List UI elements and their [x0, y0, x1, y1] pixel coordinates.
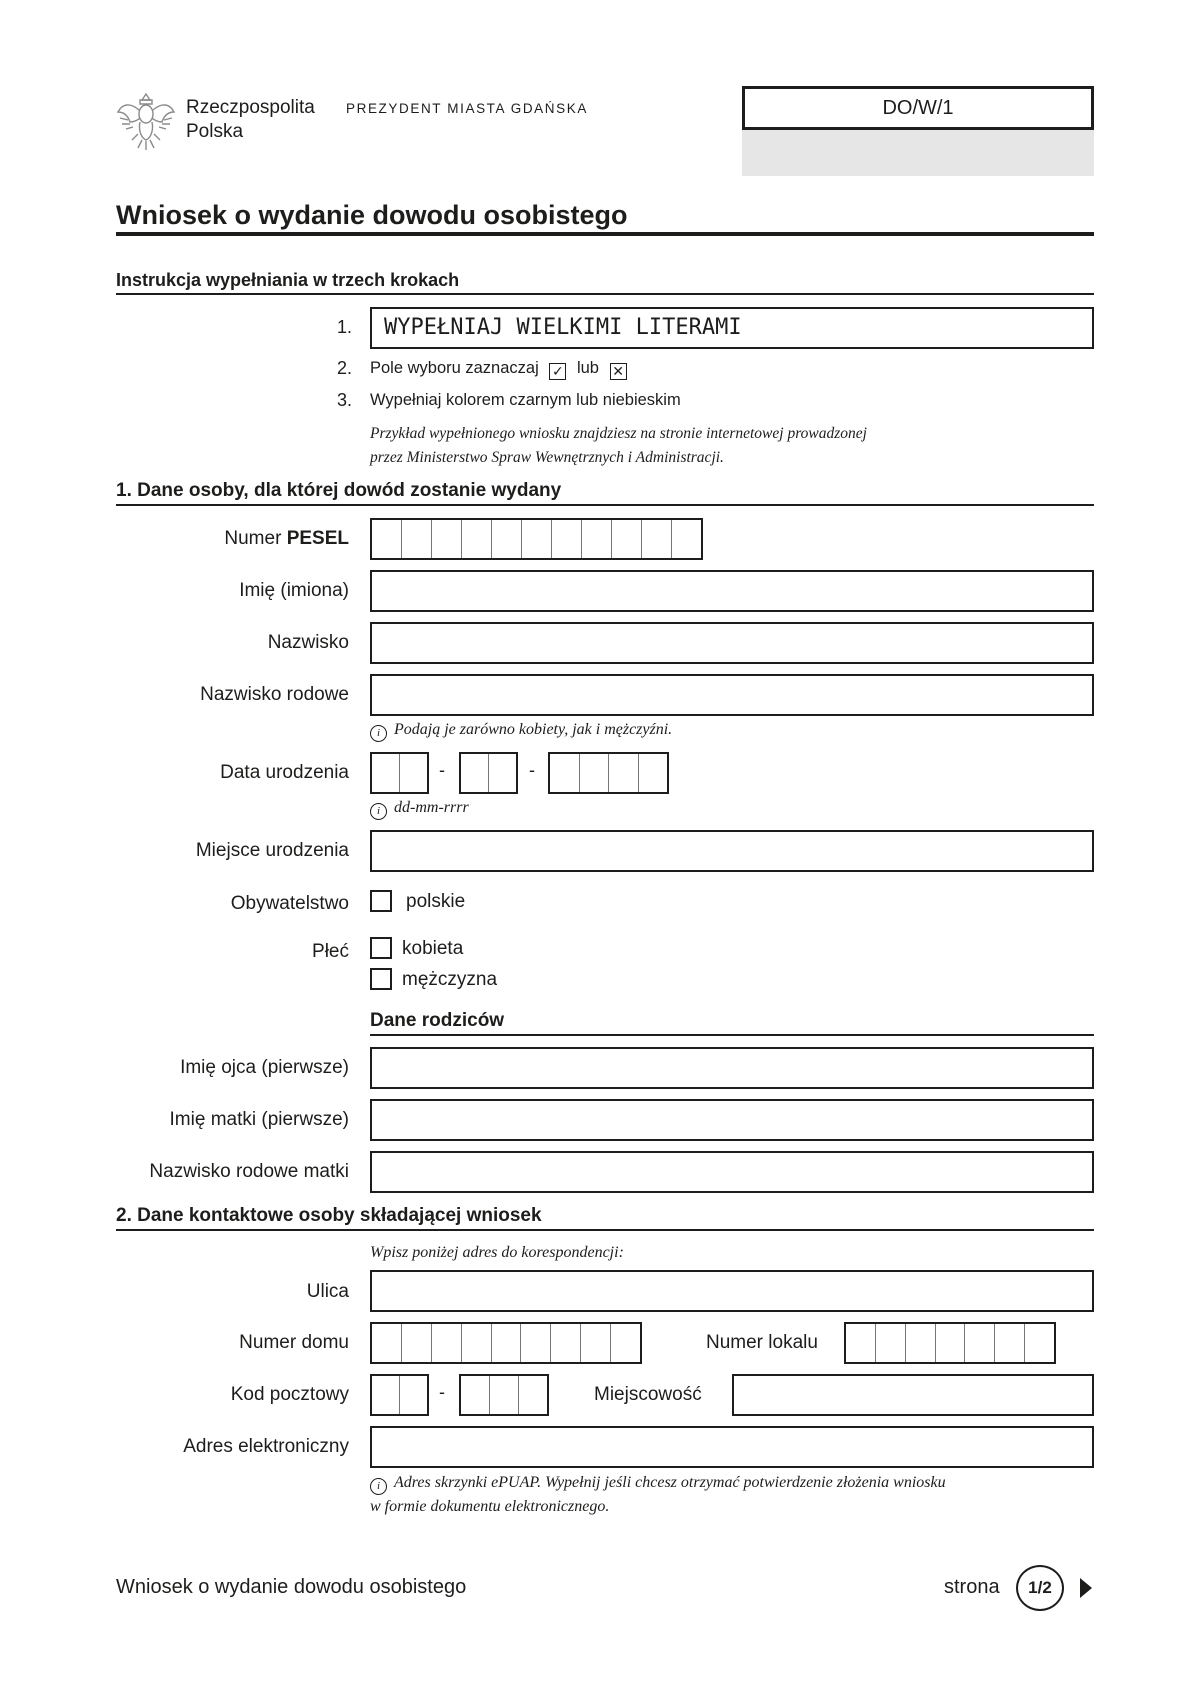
step2-label: Pole wyboru zaznaczaj — [370, 359, 539, 377]
parents-heading: Dane rodziców — [370, 1010, 505, 1031]
pesel-input[interactable] — [370, 518, 703, 560]
address-hint: Wpisz poniżej adres do korespondencji: — [370, 1244, 624, 1261]
city-field[interactable] — [732, 1374, 1094, 1416]
citizenship-polish-checkbox[interactable] — [370, 890, 392, 912]
emblem-caption — [186, 96, 315, 144]
birth-month-input[interactable] — [459, 752, 518, 794]
flat-number-input[interactable] — [844, 1322, 1056, 1364]
citizenship-option-label: polskie — [406, 891, 466, 912]
example-note-line2: przez Ministerstwo Spraw Wewnętrznych i Administracji. — [370, 449, 724, 466]
surname-label: Nazwisko — [267, 632, 349, 653]
first-name-field[interactable] — [370, 570, 1094, 612]
emblem-line1: Rzeczpospolita — [186, 97, 315, 118]
birth-date-label: Data urodzenia — [220, 762, 349, 783]
footer-title: Wniosek o wydanie dowodu osobistego — [116, 1576, 467, 1598]
birth-year-input[interactable] — [548, 752, 669, 794]
house-number-label: Numer domu — [239, 1332, 349, 1353]
date-separator-1: - — [439, 760, 445, 780]
next-page-arrow-icon[interactable] — [1080, 1578, 1092, 1598]
emblem-line2: Polska — [186, 121, 244, 142]
postcode-separator: - — [439, 1382, 445, 1402]
checkmark-example-icon: ✓ — [549, 363, 566, 380]
section2-rule — [116, 1229, 1094, 1231]
citizenship-label: Obywatelstwo — [230, 893, 349, 914]
step1-number: 1. — [336, 317, 352, 337]
sex-label: Płeć — [312, 941, 349, 962]
page-number-badge: 1/2 — [1016, 1565, 1064, 1611]
birth-place-field[interactable] — [370, 830, 1094, 872]
mother-family-name-label: Nazwisko rodowe matki — [149, 1161, 349, 1182]
footer-page-word: strona — [944, 1576, 1000, 1598]
flat-number-label: Numer lokalu — [706, 1332, 818, 1353]
title-rule — [116, 232, 1094, 236]
parents-rule — [370, 1034, 1094, 1036]
pesel-label — [224, 528, 349, 550]
sex-male-checkbox[interactable] — [370, 968, 392, 990]
postcode-part2-input[interactable] — [459, 1374, 549, 1416]
family-name-label: Nazwisko rodowe — [200, 684, 349, 705]
date-separator-2: - — [529, 760, 535, 780]
house-number-input[interactable] — [370, 1322, 642, 1364]
surname-field[interactable] — [370, 622, 1094, 664]
sex-female-checkbox[interactable] — [370, 937, 392, 959]
family-name-field[interactable] — [370, 674, 1094, 716]
birth-place-label: Miejsce urodzenia — [195, 840, 349, 861]
electronic-address-hint-line1 — [370, 1474, 946, 1495]
section1-rule — [116, 504, 1094, 506]
office-use-field — [742, 130, 1094, 176]
polish-eagle-emblem-icon — [116, 88, 176, 152]
cross-example-icon: ✕ — [610, 363, 627, 380]
birth-date-hint — [370, 799, 469, 820]
step2-or: lub — [576, 359, 599, 377]
street-field[interactable] — [370, 1270, 1094, 1312]
instructions-rule — [116, 293, 1094, 295]
family-name-hint-text: Podają je zarówno kobiety, jak i mężczyźni. — [394, 721, 673, 738]
city-label: Miejscowość — [594, 1384, 702, 1405]
postcode-part1-input[interactable] — [370, 1374, 429, 1416]
birth-day-input[interactable] — [370, 752, 429, 794]
info-icon: i — [370, 1478, 387, 1495]
electronic-address-hint-text: Adres skrzynki ePUAP. Wypełnij jeśli chcesz otrzymać potwierdzenie złożenia wniosku — [394, 1474, 946, 1491]
step3-text: Wypełniaj kolorem czarnym lub niebieskim — [370, 391, 681, 409]
step2-text — [370, 359, 633, 380]
step3-number: 3. — [336, 390, 352, 410]
birth-date-hint-text: dd-mm-rrrr — [394, 799, 469, 816]
father-name-label: Imię ojca (pierwsze) — [180, 1057, 349, 1078]
instructions-heading: Instrukcja wypełniania w trzech krokach — [116, 270, 460, 290]
first-name-label: Imię (imiona) — [239, 580, 349, 601]
mother-name-field[interactable] — [370, 1099, 1094, 1141]
street-label: Ulica — [306, 1281, 349, 1302]
pesel-label-prefix: Numer — [224, 528, 287, 549]
info-icon: i — [370, 725, 387, 742]
family-name-hint — [370, 721, 672, 742]
form-code-box: DO/W/1 — [742, 86, 1094, 130]
mother-family-name-field[interactable] — [370, 1151, 1094, 1193]
postcode-label: Kod pocztowy — [230, 1384, 349, 1405]
father-name-field[interactable] — [370, 1047, 1094, 1089]
step1-example-box: WYPEŁNIAJ WIELKIMI LITERAMI — [370, 307, 1094, 349]
sex-male-label: mężczyzna — [402, 969, 498, 990]
sex-female-label: kobieta — [402, 938, 464, 959]
info-icon: i — [370, 803, 387, 820]
section1-heading: 1. Dane osoby, dla której dowód zostanie wydany — [116, 480, 562, 501]
pesel-label-bold: PESEL — [286, 528, 349, 549]
electronic-address-hint-line2: w formie dokumentu elektronicznego. — [370, 1498, 610, 1515]
page-title: Wniosek o wydanie dowodu osobistego — [116, 200, 628, 230]
mother-name-label: Imię matki (pierwsze) — [169, 1109, 349, 1130]
electronic-address-label: Adres elektroniczny — [183, 1436, 349, 1457]
electronic-address-field[interactable] — [370, 1426, 1094, 1468]
issuing-authority: PREZYDENT MIASTA GDAŃSKA — [346, 101, 588, 116]
example-note-line1: Przykład wypełnionego wniosku znajdziesz na stronie internetowej prowadzonej — [370, 425, 867, 442]
step2-number: 2. — [336, 358, 352, 378]
section2-heading: 2. Dane kontaktowe osoby składającej wniosek — [116, 1205, 542, 1226]
